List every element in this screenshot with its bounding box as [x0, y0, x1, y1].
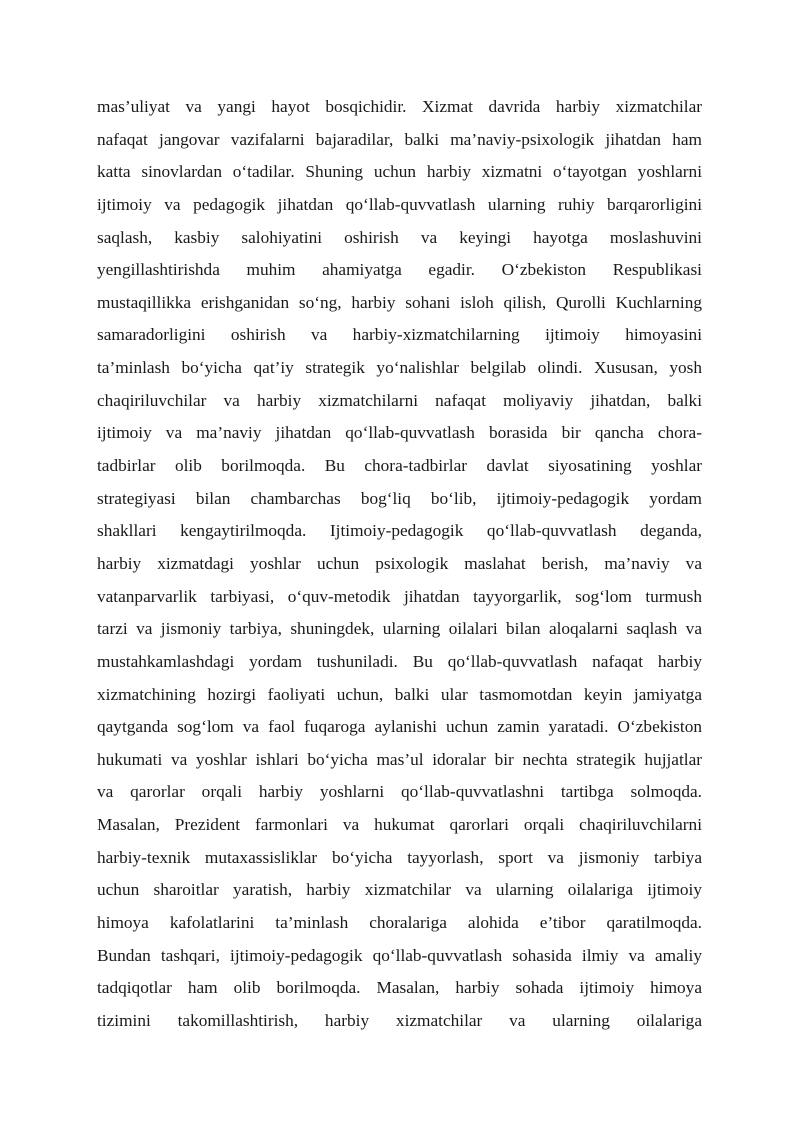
text-line: katta sinovlardan o‘tadilar. Shuning uchun harbiy xizmatni o‘tayotgan yoshlarni: [97, 162, 702, 182]
text-line: saqlash, kasbiy salohiyatini oshirish va keyingi hayotga moslashuvini: [97, 227, 702, 247]
text-line: xizmatchining hozirgi faoliyati uchun, balki ular tasmomotdan keyin jamiyatga: [97, 684, 702, 704]
text-line: nafaqat jangovar vazifalarni bajaradilar, balki ma’naviy-psixologik jihatdan ham: [97, 129, 702, 149]
text-line: samaradorligini oshirish va harbiy-xizmatchilarning ijtimoiy himoyasini: [97, 325, 702, 345]
text-line: qaytganda sog‘lom va faol fuqaroga aylanishi uchun zamin yaratadi. O‘zbekiston: [97, 717, 702, 737]
text-line: harbiy-texnik mutaxassisliklar bo‘yicha tayyorlash, sport va jismoniy tarbiya: [97, 847, 702, 867]
text-line: tadqiqotlar ham olib borilmoqda. Masalan, harbiy sohada ijtimoiy himoya: [97, 978, 702, 998]
text-line: himoya kafolatlarini ta’minlash choralariga alohida e’tibor qaratilmoqda.: [97, 913, 702, 933]
document-page: [97, 91, 702, 1038]
text-line: va qarorlar orqali harbiy yoshlarni qo‘llab-quvvatlashni tartibga solmoqda.: [97, 782, 702, 802]
text-line: hukumati va yoshlar ishlari bo‘yicha mas’ul idoralar bir nechta strategik hujjatlar: [97, 749, 702, 769]
text-line: mustahkamlashdagi yordam tushuniladi. Bu qo‘llab-quvvatlash nafaqat harbiy: [97, 651, 702, 671]
text-line: harbiy xizmatdagi yoshlar uchun psixologik maslahat berish, ma’naviy va: [97, 553, 702, 573]
text-line: tizimini takomillashtirish, harbiy xizmatchilar va ularning oilalariga: [97, 1010, 702, 1030]
text-line: uchun sharoitlar yaratish, harbiy xizmatchilar va ularning oilalariga ijtimoiy: [97, 880, 702, 900]
text-line: tadbirlar olib borilmoqda. Bu chora-tadbirlar davlat siyosatining yoshlar: [97, 456, 702, 476]
text-line: mustaqillikka erishganidan so‘ng, harbiy sohani isloh qilish, Qurolli Kuchlarning: [97, 292, 702, 312]
text-line: chaqiriluvchilar va harbiy xizmatchilarni nafaqat moliyaviy jihatdan, balki: [97, 390, 702, 410]
text-line: ijtimoiy va pedagogik jihatdan qo‘llab-quvvatlash ularning ruhiy barqarorligini: [97, 194, 702, 214]
text-line: Bundan tashqari, ijtimoiy-pedagogik qo‘llab-quvvatlash sohasida ilmiy va amaliy: [97, 945, 702, 965]
text-line: vatanparvarlik tarbiyasi, o‘quv-metodik jihatdan tayyorgarlik, sog‘lom turmush: [97, 586, 702, 606]
text-line: yengillashtirishda muhim ahamiyatga egadir. O‘zbekiston Respublikasi: [97, 260, 702, 280]
text-line: shakllari kengaytirilmoqda. Ijtimoiy-pedagogik qo‘llab-quvvatlash deganda,: [97, 521, 702, 541]
text-line: ijtimoiy va ma’naviy jihatdan qo‘llab-quvvatlash borasida bir qancha chora-: [97, 423, 702, 443]
text-line: Masalan, Prezident farmonlari va hukumat qarorlari orqali chaqiriluvchilarni: [97, 815, 702, 835]
text-line: mas’uliyat va yangi hayot bosqichidir. Xizmat davrida harbiy xizmatchilar: [97, 97, 702, 116]
text-line: ta’minlash bo‘yicha qat’iy strategik yo‘nalishlar belgilab olindi. Xususan, yosh: [97, 358, 702, 378]
text-line: tarzi va jismoniy tarbiya, shuningdek, ularning oilalari bilan aloqalarni saqlash va: [97, 619, 702, 639]
text-line: strategiyasi bilan chambarchas bog‘liq bo‘lib, ijtimoiy-pedagogik yordam: [97, 488, 702, 508]
